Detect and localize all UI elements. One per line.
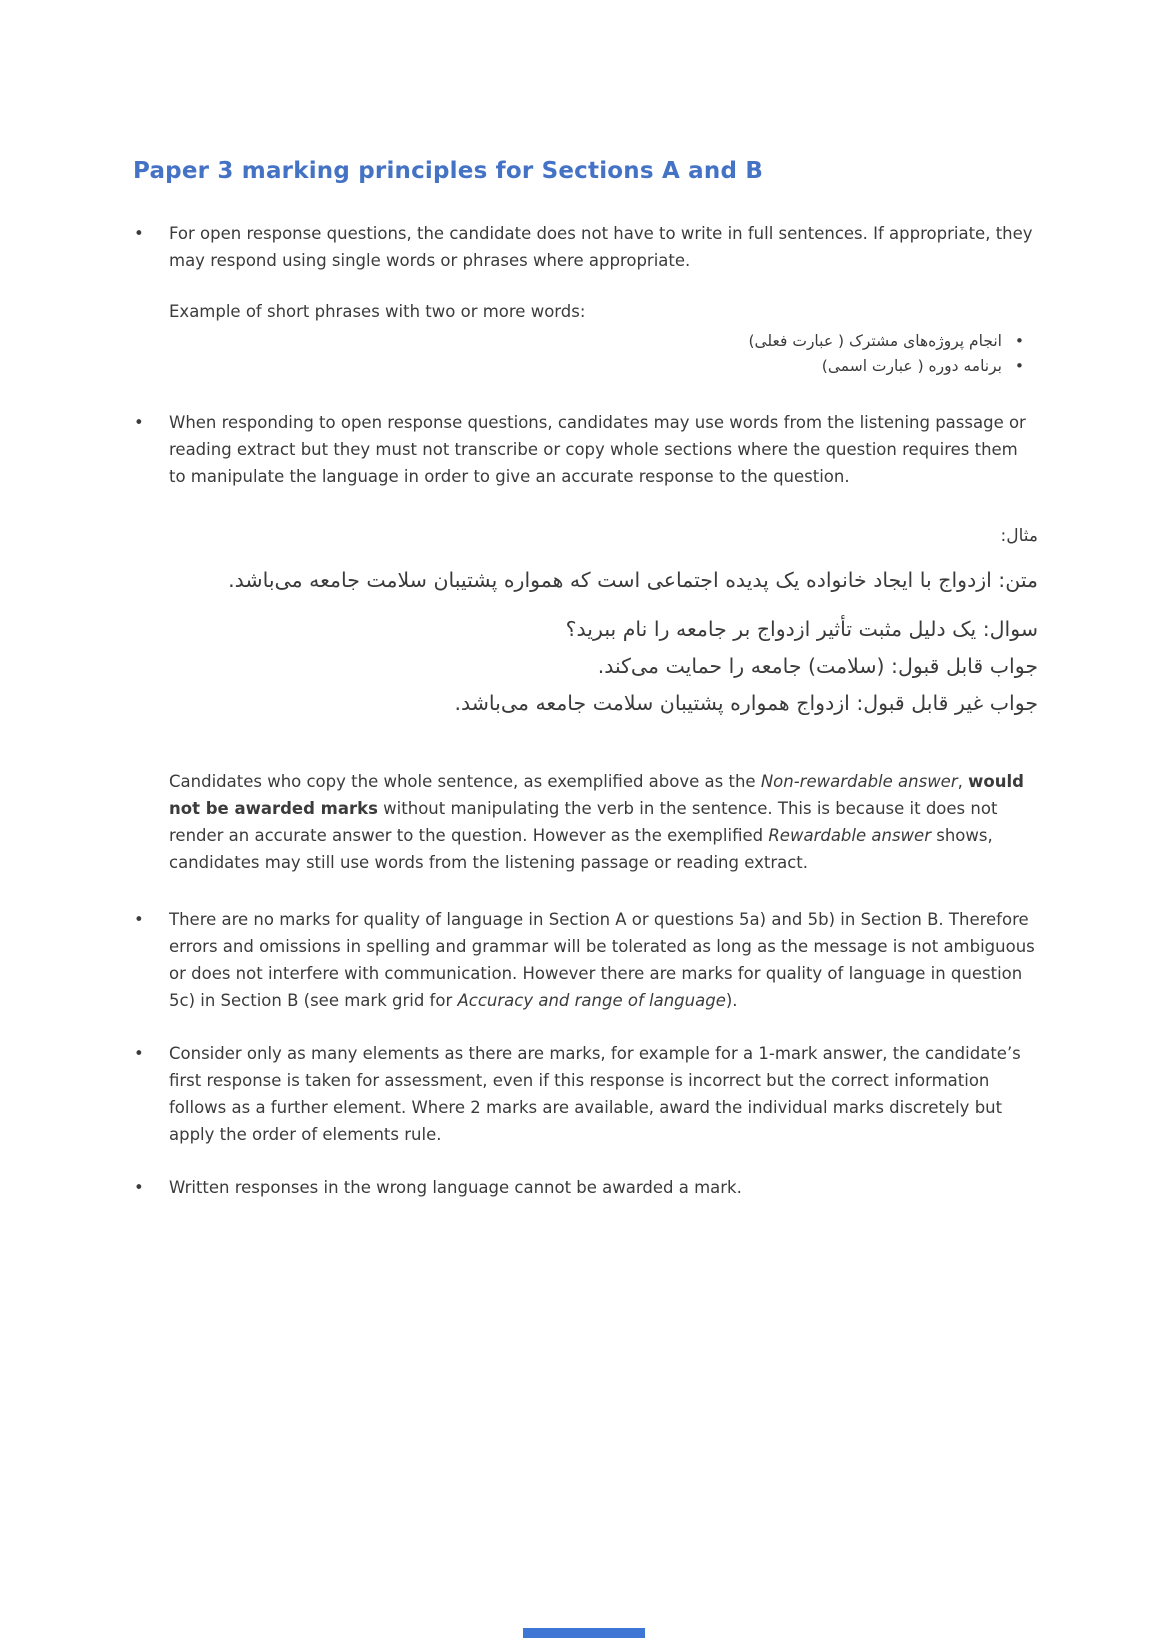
farsi-question-line: سوال: یک دلیل مثبت تأثیر ازدواج بر جامعه را نام ببرید؟ (565, 617, 1038, 641)
bullet-item-wrong-language: • Written responses in the wrong language cannot be awarded a mark. (133, 1174, 1038, 1201)
middle-bullet-list (133, 409, 1038, 490)
farsi-example-list (133, 329, 1026, 379)
farsi-text-line: متن: ازدواج با ایجاد خانواده یک پدیده اجتماعی است که همواره پشتیبان سلامت جامعه می‌باشد. (228, 568, 1038, 592)
bottom-bullet-list (133, 906, 1038, 1201)
example-intro-text: Example of short phrases with two or more words: (169, 302, 586, 321)
bullet-item-quality-of-language: • There are no marks for quality of language in Section A or questions 5a) and 5b) in Section B. Therefore errors and omissions in spelling and grammar will be tolerated as long as the message is not ambiguous or does not interfere with communication. However there are marks for quality of language in question 5c) in Section B (see mark grid for Accuracy and range of language). (133, 906, 1038, 1014)
document-content (133, 158, 1038, 1201)
farsi-example-item-nominal-phrase: • برنامه دوره ( عبارت اسمی) (133, 354, 1026, 379)
farsi-acceptable-answer-line: جواب قابل قبول: (سلامت) جامعه را حمایت می‌کند. (597, 654, 1038, 678)
bullet-item-order-of-elements: • Consider only as many elements as there are marks, for example for a 1-mark answer, the candidate’s first response is taken for assessment, even if this response is incorrect but the correct information follows as a further element. Where 2 marks are available, award the individual marks discretely but apply the order of elements rule. (133, 1040, 1038, 1148)
farsi-example-block (133, 562, 1038, 722)
bottom-blue-bar (523, 1628, 645, 1638)
farsi-example-label: مثال: (1000, 526, 1038, 546)
farsi-example-item-verbal-phrase: • انجام پروژه‌های مشترک ( عبارت فعلی) (133, 329, 1026, 354)
page-title: Paper 3 marking principles for Sections A and B (133, 158, 764, 184)
bullet-item-transcribe-rule: • When responding to open response questions, candidates may use words from the listening passage or reading extract but they must not transcribe or copy whole sections where the question requires them to manipulate the language in order to give an accurate response to the question. (133, 409, 1038, 490)
top-bullet-list (133, 220, 1038, 274)
explanation-paragraph: Candidates who copy the whole sentence, as exemplified above as the Non-rewardable answer, would not be awarded marks without manipulating the verb in the sentence. This is because it does not render an accurate answer to the question. However as the exemplified Rewardable answer shows, candidates may still use words from the listening passage or reading extract. (169, 772, 1024, 872)
bullet-item-open-response: • For open response questions, the candidate does not have to write in full sentences. If appropriate, they may respond using single words or phrases where appropriate. (133, 220, 1038, 274)
farsi-non-acceptable-answer-line: جواب غیر قابل قبول: ازدواج همواره پشتیبان سلامت جامعه می‌باشد. (454, 691, 1038, 715)
